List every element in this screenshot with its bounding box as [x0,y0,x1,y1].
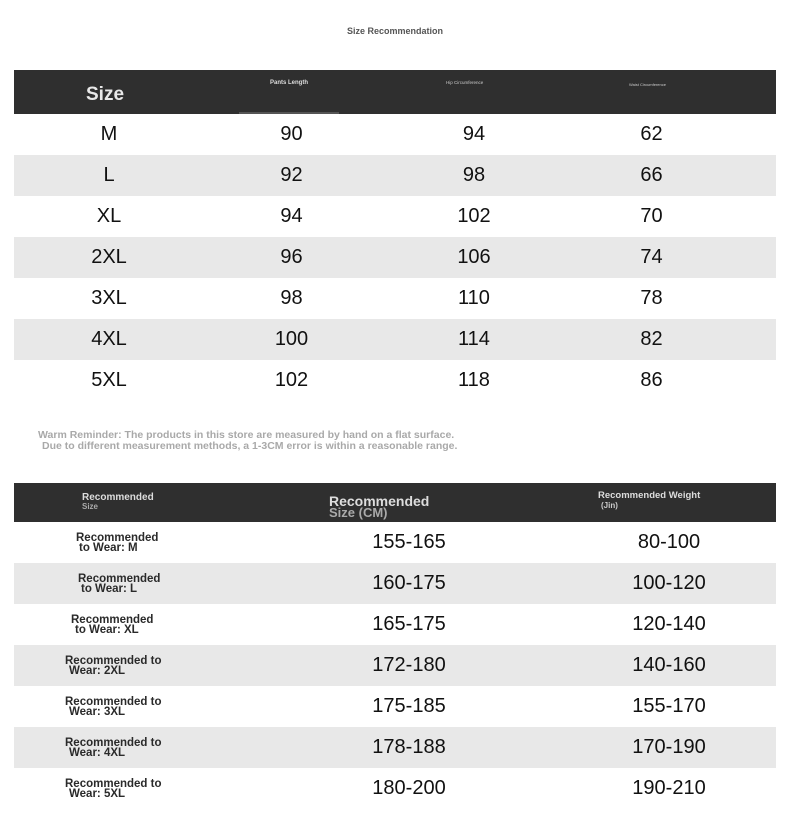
waist-cell: 74 [640,246,663,268]
recommend-label-l1: Recommended [76,531,159,544]
recommend-label [78,563,160,604]
table-row [14,522,776,563]
recommend-label-l1: Recommended [71,613,154,626]
weight-cell: 190-210 [632,777,706,799]
reminder-line-2: Due to different measurement methods, a 1-3CM error is within a reasonable range. [42,440,458,452]
recommend-label [65,645,162,686]
recommend-label [71,604,153,645]
pants-length-cell: 98 [280,287,303,309]
header-recommended-weight-l1: Recommended Weight [598,490,701,501]
size-cell: 2XL [91,246,127,268]
weight-cell: 155-170 [632,695,706,717]
recommend-label [65,768,162,809]
hip-cell: 114 [458,328,490,350]
recommend-label-l1: Recommended to [65,777,162,790]
pants-length-cell: 90 [280,123,303,145]
recommend-label-l1: Recommended [78,572,161,585]
size-cell: XL [96,205,122,227]
height-cell: 155-165 [372,531,446,553]
recommend-table [14,483,776,809]
size-cell: M [100,123,118,145]
header-recommended-size-l2: Size [82,502,99,511]
height-cell: 180-200 [372,777,446,799]
waist-cell: 70 [640,205,663,227]
waist-cell: 62 [640,123,663,145]
recommend-label-l2: to Wear: XL [75,623,139,636]
height-cell: 175-185 [372,695,446,717]
header-recommended-size [82,493,154,511]
size-cell: 5XL [91,369,127,391]
recommend-label-l2: Wear: 3XL [69,705,126,718]
waist-cell: 78 [640,287,663,309]
table-row [14,686,776,727]
page-title: Size Recommendation [346,26,444,36]
table-row [14,196,776,237]
header-recommended-weight-l2: (Jin) [601,501,618,510]
table-row [14,727,776,768]
waist-cell: 82 [640,328,663,350]
size-table [14,70,776,401]
recommend-label-l2: to Wear: L [81,582,138,595]
pants-length-cell: 94 [280,205,303,227]
height-cell: 160-175 [372,572,446,594]
header-waist-circumference: Waist Circumference [629,82,666,87]
hip-cell: 110 [458,287,490,309]
height-cell: 165-175 [372,613,446,635]
size-cell: 4XL [91,328,127,350]
header-recommended-height-l1: Recommended [329,493,430,509]
header-pants-length: Pants Length [239,80,339,114]
header-recommended-height [329,493,430,520]
table-row [14,319,776,360]
height-cell: 172-180 [372,654,446,676]
weight-cell: 100-120 [632,572,706,594]
height-cell: 178-188 [372,736,446,758]
reminder-line-1: Warm Reminder: The products in this store are measured by hand on a flat surface. [38,429,455,441]
recommend-label-l2: Wear: 5XL [69,787,126,800]
table-row [14,768,776,809]
recommend-label [65,686,162,727]
pants-length-cell: 96 [280,246,303,268]
recommend-label-l1: Recommended to [65,736,162,749]
hip-cell: 102 [457,205,491,227]
recommend-label [76,522,158,563]
recommend-label [65,727,162,768]
size-cell: 3XL [91,287,127,309]
recommend-label-l2: Wear: 2XL [69,664,126,677]
recommend-table-header [14,483,776,522]
pants-length-cell: 102 [274,369,309,391]
pants-length-cell: 100 [274,328,309,350]
recommend-label-l2: Wear: 4XL [69,746,126,759]
table-row [14,114,776,155]
table-row [14,360,776,401]
table-row [14,237,776,278]
size-table-header [14,70,776,114]
weight-cell: 80-100 [637,531,701,553]
header-recommended-size-l1: Recommended [82,492,154,503]
pants-length-cell: 92 [280,164,303,186]
recommend-label-l1: Recommended to [65,695,162,708]
table-row [14,645,776,686]
size-cell: L [103,164,115,186]
warm-reminder [38,430,578,452]
hip-cell: 94 [462,123,486,145]
waist-cell: 66 [640,164,663,186]
table-row [14,278,776,319]
weight-cell: 170-190 [632,736,706,758]
header-recommended-height-l2: Size (CM) [329,505,388,520]
weight-cell: 140-160 [632,654,706,676]
hip-cell: 106 [457,246,491,268]
header-size: Size [86,84,125,105]
hip-cell: 118 [458,369,490,391]
recommend-label-l2: to Wear: M [79,541,138,554]
header-recommended-weight [598,491,700,511]
table-row [14,563,776,604]
weight-cell: 120-140 [632,613,706,635]
header-hip-circumference: Hip Circumference [446,80,484,85]
waist-cell: 86 [640,369,663,391]
table-row [14,155,776,196]
hip-cell: 98 [462,164,486,186]
recommend-label-l1: Recommended to [65,654,162,667]
table-row [14,604,776,645]
